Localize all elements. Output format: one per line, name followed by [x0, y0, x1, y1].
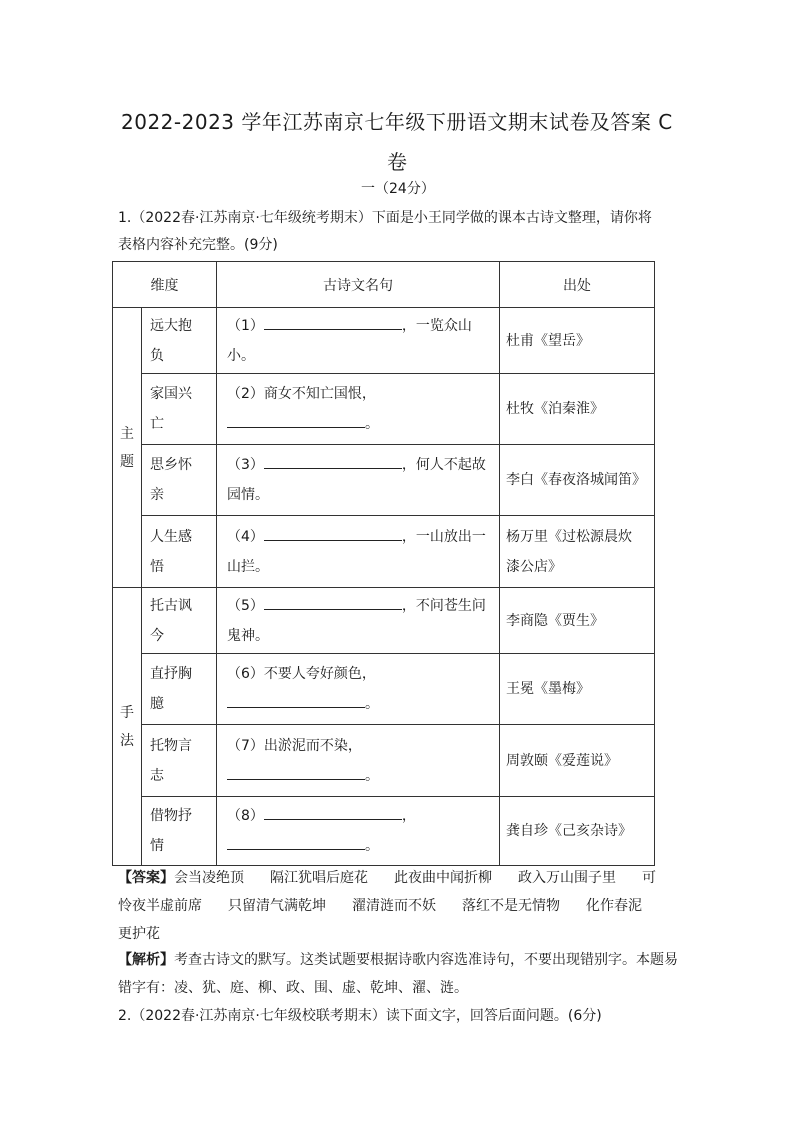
answer-5b: 怜夜半虚前席 [118, 898, 202, 914]
question-1-line1: 1.（2022春·江苏南京·七年级统考期末）下面是小王同学做的课本古诗文整理，请你将 [118, 210, 652, 226]
answer-8c: 更护花 [118, 926, 160, 942]
doc-title-line2: 卷 [387, 150, 408, 174]
row-verse: （7）出淤泥而不染， 。 [217, 725, 500, 797]
row-dimension: 托物言 志 [142, 725, 217, 797]
row-verse: （6）不要人夸好颜色， 。 [217, 654, 500, 725]
group-technique-label: 手法 [120, 704, 134, 749]
fill-blank-3[interactable] [264, 453, 402, 469]
fill-blank-2[interactable] [227, 412, 365, 428]
row-dimension: 远大抱 负 [142, 308, 217, 374]
analysis-block [118, 946, 688, 1002]
table-row [113, 725, 655, 797]
row-verse: （2）商女不知亡国恨， 。 [217, 374, 500, 445]
answer-block [118, 864, 688, 948]
fill-blank-8a[interactable] [264, 804, 402, 820]
header-source: 出处 [500, 262, 655, 308]
header-verse: 古诗文名句 [217, 262, 500, 308]
table-row [113, 308, 655, 374]
answer-1: 会当凌绝顶 [174, 870, 244, 886]
analysis-line1: 考查古诗文的默写。这类试题要根据诗歌内容选准诗句，不要出现错别字。本题易 [174, 952, 678, 968]
answer-8b: 化作春泥 [586, 898, 642, 914]
analysis-label: 【解析】 [118, 952, 174, 968]
row-source: 王冕《墨梅》 [500, 654, 655, 725]
answer-8a: 落红不是无情物 [462, 898, 560, 914]
answer-5a: 可 [642, 870, 656, 886]
answer-2: 隔江犹唱后庭花 [270, 870, 368, 886]
answer-label: 【答案】 [118, 870, 174, 886]
table-row [113, 797, 655, 866]
answer-4: 政入万山围子里 [518, 870, 616, 886]
group-theme-label: 主题 [120, 425, 134, 470]
answer-7: 濯清涟而不妖 [352, 898, 436, 914]
fill-blank-6[interactable] [227, 692, 365, 708]
row-dimension: 人生感 悟 [142, 516, 217, 588]
question-2: 2.（2022春·江苏南京·七年级校联考期末）读下面文字，回答后面问题。(6分) [118, 1008, 602, 1024]
table-row [113, 588, 655, 654]
question-1-line2: 表格内容补充完整。(9分) [118, 237, 278, 253]
row-dimension: 家国兴 亡 [142, 374, 217, 445]
table-row [113, 654, 655, 725]
row-verse: （5） ，不问苍生问 鬼神。 [217, 588, 500, 654]
analysis-line2: 错字有：凌、犹、庭、柳、政、围、虚、乾坤、濯、涟。 [118, 980, 468, 996]
row-source: 李商隐《贾生》 [500, 588, 655, 654]
row-source: 杜牧《泊秦淮》 [500, 374, 655, 445]
group-technique [113, 588, 142, 866]
row-source: 杨万里《过松源晨炊 漆公店》 [500, 516, 655, 588]
fill-blank-8b[interactable] [227, 834, 365, 850]
section-heading: 一（24分） [361, 181, 435, 197]
row-source: 李白《春夜洛城闻笛》 [500, 445, 655, 516]
row-dimension: 托古讽 今 [142, 588, 217, 654]
row-verse: （3） ，何人不起故 园情。 [217, 445, 500, 516]
row-verse: （4） ，一山放出一 山拦。 [217, 516, 500, 588]
fill-blank-4[interactable] [264, 525, 402, 541]
row-dimension: 思乡怀 亲 [142, 445, 217, 516]
fill-blank-1[interactable] [264, 314, 402, 330]
answer-3: 此夜曲中闻折柳 [394, 870, 492, 886]
table-row [113, 516, 655, 588]
row-verse: （8） ， 。 [217, 797, 500, 866]
poetry-table [112, 261, 655, 866]
group-theme [113, 308, 142, 588]
table-row [113, 374, 655, 445]
header-dimension: 维度 [113, 262, 217, 308]
row-verse: （1） ，一览众山小。 [217, 308, 500, 374]
doc-title-line1: 2022-2023 学年江苏南京七年级下册语文期末试卷及答案 C [121, 110, 673, 134]
row-source: 周敦颐《爱莲说》 [500, 725, 655, 797]
fill-blank-7[interactable] [227, 764, 365, 780]
fill-blank-5[interactable] [264, 594, 402, 610]
answer-6: 只留清气满乾坤 [228, 898, 326, 914]
row-dimension: 直抒胸 臆 [142, 654, 217, 725]
table-row [113, 445, 655, 516]
row-source: 龚自珍《己亥杂诗》 [500, 797, 655, 866]
row-source: 杜甫《望岳》 [500, 308, 655, 374]
row-dimension: 借物抒 情 [142, 797, 217, 866]
